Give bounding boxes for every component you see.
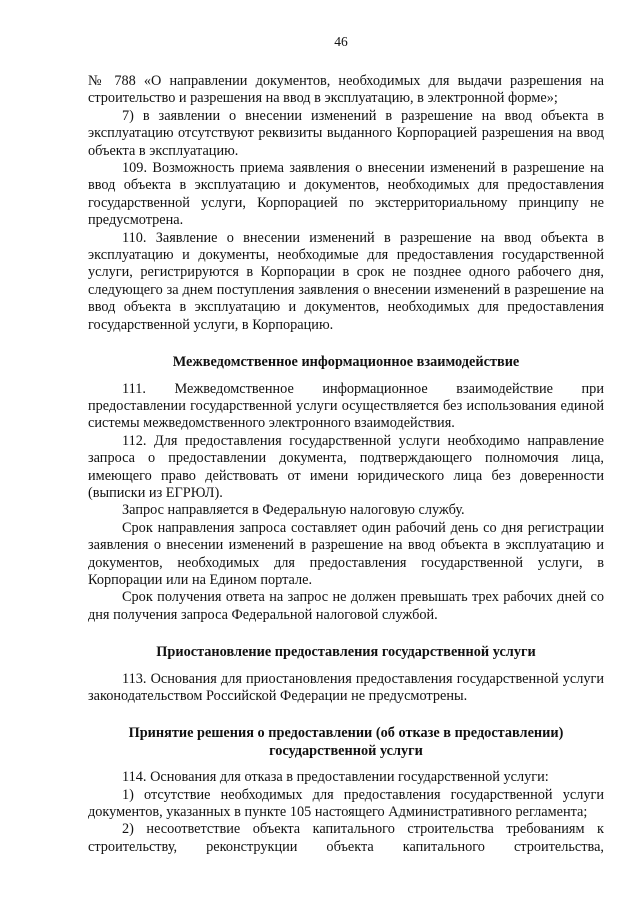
paragraph-112: 112. Для предоставления государственной услуги необходимо направление запроса о предоставлении документа, подтверждающего полномочия лица, имеющего право действовать от имени юридического лица без доверенности (выписки из ЕГРЮЛ). — [88, 432, 604, 501]
paragraph-113: 113. Основания для приостановления предоставления государственной услуги законодательством Российской Федерации не предусмотрены. — [88, 670, 604, 704]
paragraph-114-item-1: 1) отсутствие необходимых для предоставления государственной услуги документов, указанных в пункте 105 настоящего Административного регламента; — [88, 786, 604, 821]
heading-interagency-interaction: Межведомственное информационное взаимодействие — [172, 354, 520, 371]
heading-decision: Принятие решения о предоставлении (об отказе в предоставлении) государственной услуги — [128, 725, 564, 759]
spacer — [88, 372, 604, 381]
paragraph-request-deadline: Срок направления запроса составляет один рабочий день со дня регистрации заявления о внесении изменений в разрешение на ввод объекта в эксплуатацию и документов, необходимых для предоставления государственной услуги, в Корпорации или на Едином портале. — [88, 519, 604, 588]
paragraph-114: 114. Основания для отказа в предоставлении государственной услуги: — [122, 769, 549, 786]
spacer — [88, 624, 604, 644]
paragraph-110: 110. Заявление о внесении изменений в разрешение на ввод объекта в эксплуатацию и документы, необходимые для предоставления государственной услуги, регистрируются в Корпорации в срок не позднее одного рабочего дня, следующего за днем поступления заявления о внесении изменений в разрешение на ввод объекта в эксплуатацию и документов, необходимых для предоставления государственной услуги, в Корпорацию. — [88, 229, 604, 333]
paragraph-114-item-2: 2) несоответствие объекта капитального строительства требованиям к строительству, реконструкции объекта капитального строительства, — [88, 821, 604, 855]
spacer — [88, 760, 604, 769]
spacer — [88, 334, 604, 354]
page-number: 46 — [334, 34, 348, 49]
paragraph-response-deadline: Срок получения ответа на запрос не должен превышать трех рабочих дней со дня получения запроса Федеральной налоговой службой. — [88, 589, 604, 623]
spacer — [88, 705, 604, 725]
paragraph-item-7: 7) в заявлении о внесении изменений в разрешение на ввод объекта в эксплуатацию отсутствуют реквизиты выданного Корпорацией разрешения на ввод объекта в эксплуатацию. — [88, 107, 604, 159]
paragraph-order-788: № 788 «О направлении документов, необходимых для выдачи разрешения на строительство и разрешения на ввод в эксплуатацию, в электронной форме»; — [88, 73, 604, 107]
paragraph-109: 109. Возможность приема заявления о внесении изменений в разрешение на ввод объекта в эксплуатацию и документов, необходимых для предоставления государственной услуги, Корпорацией по экстерриториальному принципу не предусмотрена. — [88, 160, 604, 229]
heading-suspension: Приостановление предоставления государственной услуги — [156, 644, 536, 661]
spacer — [88, 662, 604, 671]
paragraph-request-fns: Запрос направляется в Федеральную налоговую службу. — [122, 502, 465, 519]
paragraph-111: 111. Межведомственное информационное взаимодействие при предоставлении государственной услуги осуществляется без использования единой системы межведомственного электронного взаимодействия. — [88, 380, 604, 432]
